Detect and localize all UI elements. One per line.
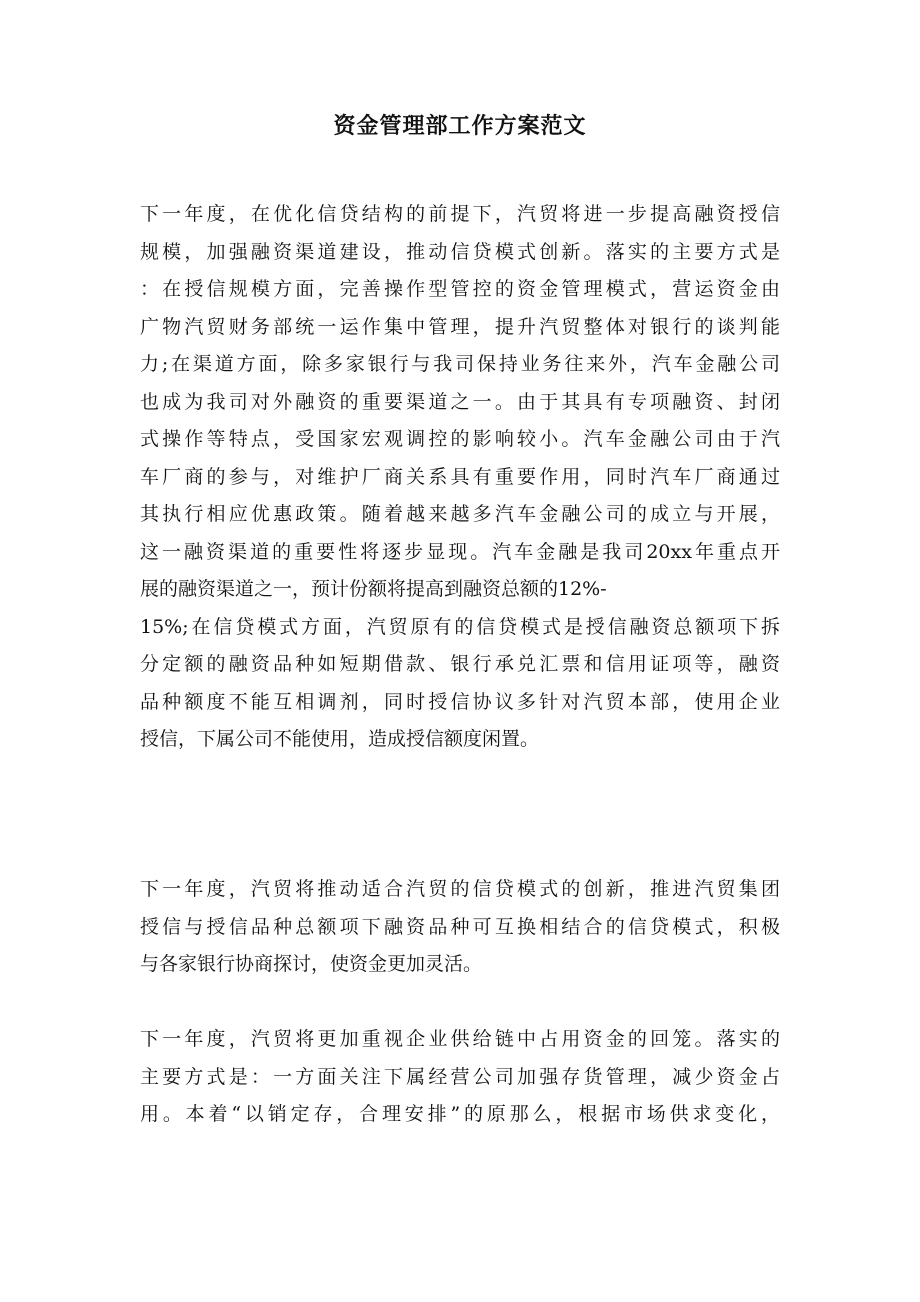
text-line: 授信，下属公司不能使用，造成授信额度闲置。 [140, 728, 540, 750]
text-line: 这一融资渠道的重要性将逐步显现。汽车金融是我司20xx年重点开 [140, 540, 780, 563]
text-line: 下一年度，汽贸将更加重视企业供给链中占用资金的回笼。落实的 [140, 1028, 780, 1050]
text-line: 分定额的融资品种如短期借款、银行承兑汇票和信用证项等，融资 [140, 653, 780, 675]
text-line: 主要方式是：一方面关注下属经营公司加强存货管理，减少资金占 [140, 1065, 780, 1088]
text-line: ：在授信规模方面，完善操作型管控的资金管理模式，营运资金由 [140, 278, 780, 300]
text-line: 力;在渠道方面，除多家银行与我司保持业务往来外，汽车金融公司 [140, 353, 780, 375]
document-title: 资金管理部工作方案范文 [333, 113, 587, 139]
text-line: 15%;在信贷模式方面，汽贸原有的信贷模式是授信融资总额项下拆 [140, 615, 780, 638]
text-line: 其执行相应优惠政策。随着越来越多汽车金融公司的成立与开展， [140, 503, 780, 525]
text-line: 用。本着“以销定存，合理安排”的原那么，根据市场供求变化， [140, 1103, 780, 1125]
paragraph-1 [140, 196, 780, 759]
paragraph-2 [140, 871, 780, 984]
text-line: 广物汽贸财务部统一运作集中管理，提升汽贸整体对银行的谈判能 [140, 315, 780, 338]
text-line: 也成为我司对外融资的重要渠道之一。由于其具有专项融资、封闭 [140, 390, 780, 413]
text-line: 下一年度，在优化信贷结构的前提下，汽贸将进一步提高融资授信 [140, 203, 780, 225]
text-line: 式操作等特点，受国家宏观调控的影响较小。汽车金融公司由于汽 [140, 428, 780, 450]
paragraph-3 [140, 1021, 780, 1134]
text-line: 规模，加强融资渠道建设，推动信贷模式创新。落实的主要方式是 [140, 240, 780, 263]
text-line: 展的融资渠道之一，预计份额将提高到融资总额的12%- [140, 578, 607, 600]
text-line: 下一年度，汽贸将推动适合汽贸的信贷模式的创新，推进汽贸集团 [140, 878, 780, 900]
text-line: 授信与授信品种总额项下融资品种可互换相结合的信贷模式，积极 [140, 915, 780, 938]
text-line: 品种额度不能互相调剂，同时授信协议多针对汽贸本部，使用企业 [140, 690, 780, 713]
text-line: 与各家银行协商探讨，使资金更加灵活。 [140, 953, 483, 975]
text-line: 车厂商的参与，对维护厂商关系具有重要作用，同时汽车厂商通过 [140, 465, 780, 488]
